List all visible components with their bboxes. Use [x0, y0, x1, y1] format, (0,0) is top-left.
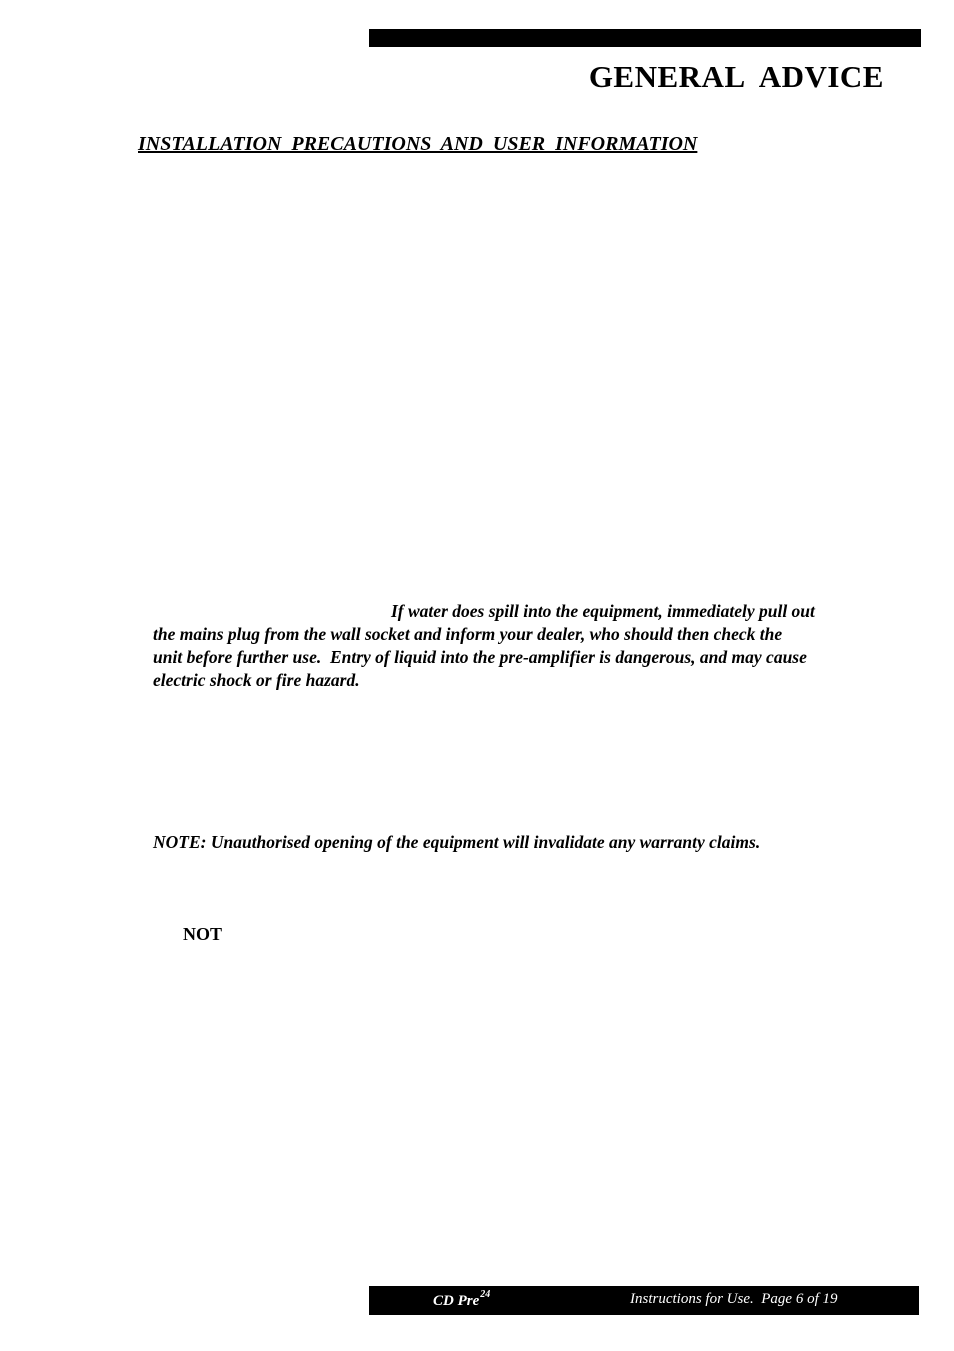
header-rule [369, 29, 921, 47]
water-warning-line: the mains plug from the wall socket and inform your dealer, who should then check the [153, 624, 783, 644]
page-title: GENERAL ADVICE [588, 59, 884, 94]
footer-bar [369, 1286, 919, 1315]
footer-product-superscript: 24 [480, 1289, 491, 1300]
warranty-note: NOTE: Unauthorised opening of the equipment will invalidate any warranty claims. [153, 832, 761, 852]
section-heading: INSTALLATION PRECAUTIONS AND USER INFORMATION [138, 133, 698, 155]
footer-product-name [433, 1291, 490, 1310]
footer-page-info: Instructions for Use. Page 6 of 19 [630, 1291, 838, 1307]
footer-product-label: CD Pre [433, 1293, 480, 1309]
water-warning-line: electric shock or fire hazard. [153, 670, 360, 690]
water-warning-line: If water does spill into the equipment, immediately pull out [391, 601, 815, 621]
not-label: NOT [183, 924, 223, 944]
water-warning-line: unit before further use. Entry of liquid into the pre-amplifier is dangerous, and may cause [153, 647, 807, 667]
water-warning-paragraph [153, 600, 893, 692]
